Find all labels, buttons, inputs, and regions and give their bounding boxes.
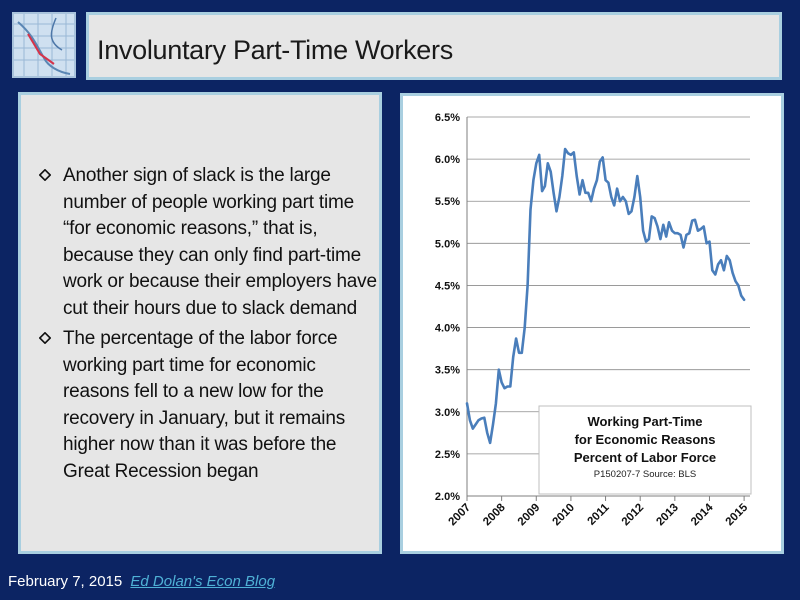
bullet-text: The percentage of the labor force working part time for economic reasons fell to a new low for the recovery in January, but it remains higher now than it was before the Great Recession began: [63, 328, 345, 482]
slide-title: Involuntary Part-Time Workers: [97, 35, 453, 65]
legend-source: P150207-7 Source: BLS: [593, 469, 697, 480]
x-tick-label: 2008: [481, 501, 508, 529]
y-tick-label: 4.0%: [434, 322, 460, 335]
bullet-item: [35, 326, 379, 485]
y-tick-label: 2.5%: [434, 448, 460, 461]
y-tick-label: 6.0%: [434, 154, 460, 167]
y-tick-label: 2.0%: [434, 491, 460, 503]
bullet-item: [35, 163, 379, 322]
logo-thumbnail: [12, 12, 76, 78]
legend-line-2: for Economic Reasons: [574, 432, 716, 447]
footer-date: February 7, 2015: [8, 573, 123, 590]
legend-line-3: Percent of Labor Force: [573, 450, 717, 465]
y-tick-label: 3.0%: [434, 406, 460, 419]
x-tick-label: 2015: [723, 501, 751, 529]
y-tick-label: 5.0%: [434, 238, 460, 251]
x-tick-label: 2007: [446, 501, 474, 529]
footer: [8, 573, 275, 590]
x-tick-label: 2013: [654, 501, 681, 529]
bullet-panel: [18, 92, 382, 554]
title-bar: [86, 12, 782, 80]
bullet-list: [35, 163, 379, 489]
y-tick-label: 4.5%: [434, 280, 460, 293]
x-tick-label: 2009: [515, 501, 543, 529]
x-tick-label: 2012: [619, 501, 647, 529]
legend-line-1: Working Part-Time: [587, 414, 703, 429]
diamond-bullet-icon: [39, 169, 51, 181]
y-tick-label: 3.5%: [434, 364, 460, 377]
blog-link[interactable]: Ed Dolan's Econ Blog: [130, 573, 276, 590]
x-tick-label: 2011: [585, 501, 612, 528]
series-line: [467, 149, 744, 443]
diamond-bullet-icon: [39, 332, 51, 344]
y-tick-label: 5.5%: [434, 196, 460, 209]
circuit-thumbnail-icon: [14, 14, 74, 76]
x-tick-label: 2010: [550, 501, 578, 529]
x-tick-label: 2014: [689, 501, 716, 529]
line-chart: [403, 96, 781, 551]
y-tick-label: 6.5%: [434, 112, 460, 124]
bullet-text: Another sign of slack is the large number of people working part time “for economic reasons,” that is, because they can only find part-time work or because their employers have cut their hours due to slack demand: [63, 165, 377, 319]
chart-panel: [400, 93, 784, 554]
